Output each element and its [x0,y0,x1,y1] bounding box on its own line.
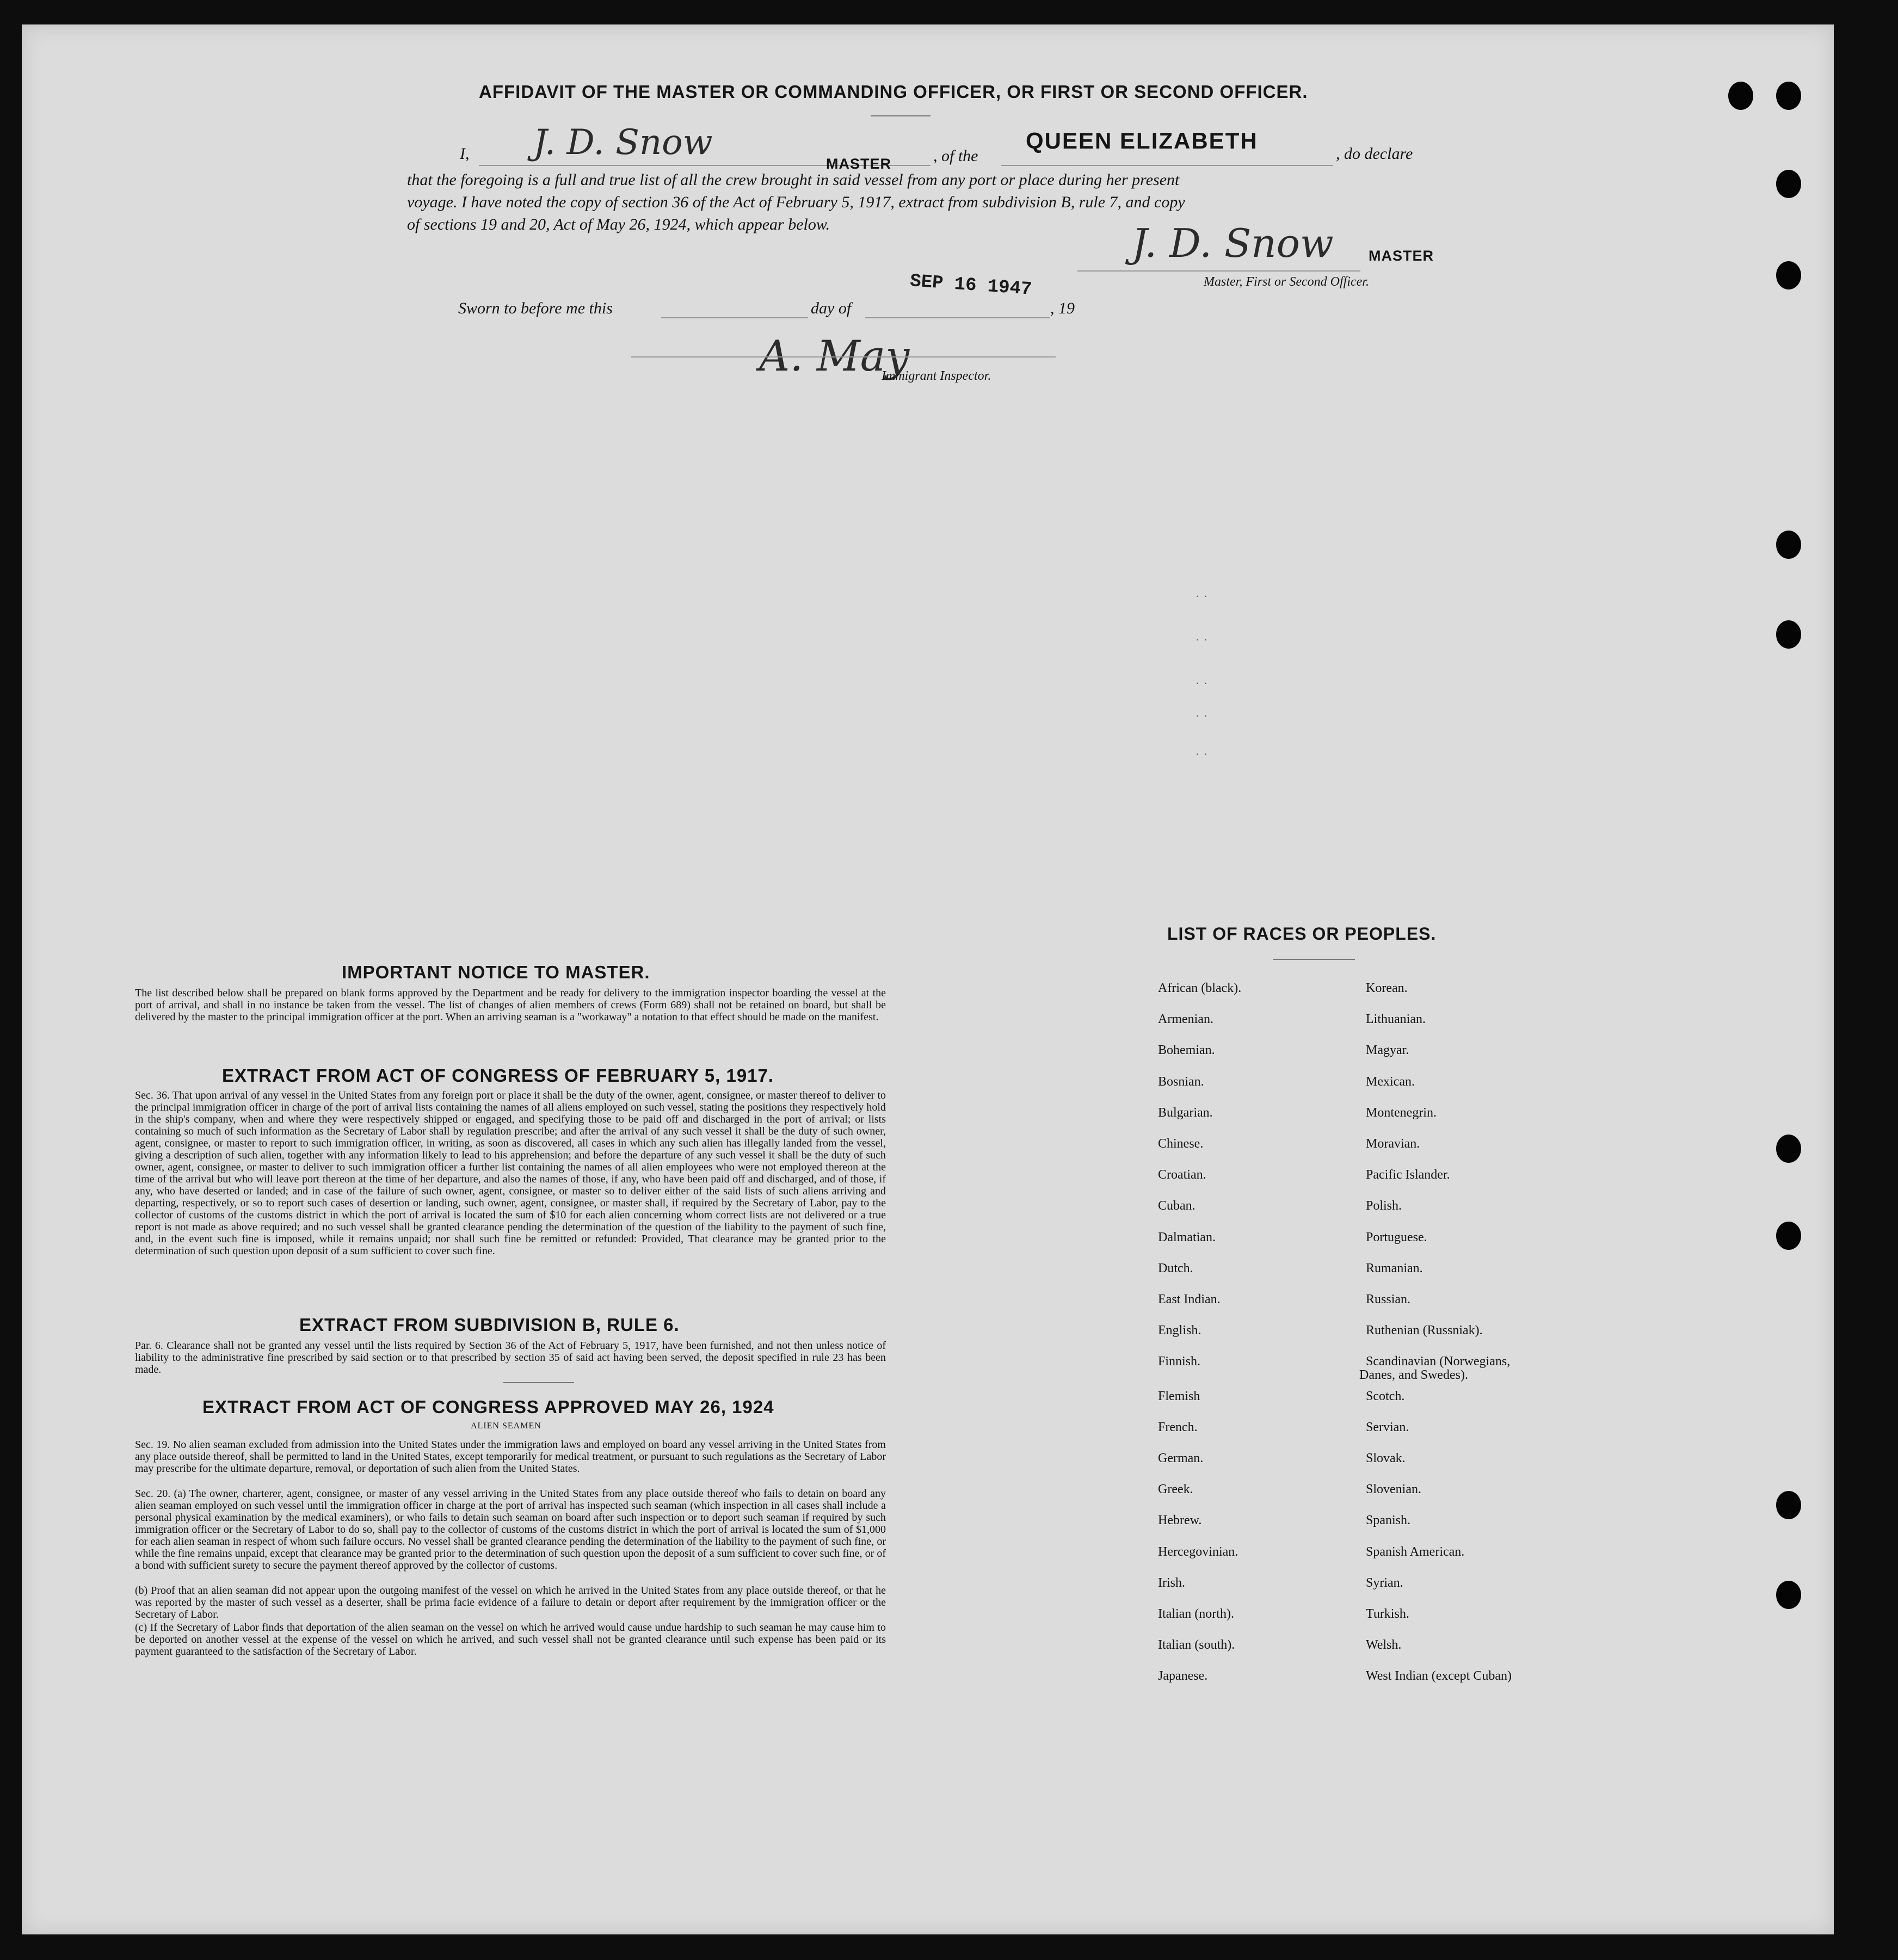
race-item: Korean. [1366,981,1408,995]
race-item: Greek. [1158,1482,1193,1497]
race-item: Spanish American. [1366,1544,1465,1559]
race-item: Spanish. [1366,1513,1411,1528]
notice-title: IMPORTANT NOTICE TO MASTER. [342,962,650,982]
race-item: African (black). [1158,981,1242,995]
race-item: Rumanian. [1366,1261,1423,1275]
officer-rank-stamp: MASTER [1369,248,1434,264]
master-signature-name: J. D. Snow [533,122,713,163]
races-title: LIST OF RACES OR PEOPLES. [1167,924,1437,944]
officer-signature-line [1077,270,1360,272]
race-item: Bosnian. [1158,1074,1204,1089]
race-item: Japanese. [1158,1669,1208,1684]
vessel-line [1001,165,1333,166]
race-item-scandinavian-continued: Danes, and Swedes). [1359,1368,1468,1382]
title-underline [871,115,930,116]
binder-hole [1776,1491,1801,1519]
race-item: Slovak. [1366,1451,1406,1465]
bleed-dot: . . [1196,631,1207,643]
race-item: Servian. [1366,1420,1409,1434]
extract-1924-sec20b: (b) Proof that an alien seaman did not appear upon the outgoing manifest of the vessel on which he arrived in the United States from any place outside thereof, or that he was reported by the master of such vessel as a deserter, shall be prima facie evidence of a failure to detain or deport after requirement by the immigration officer or the Secretary of Labor. [135,1585,886,1620]
extract-1924-sec20a: Sec. 20. (a) The owner, charterer, agent, consignee, or master of any vessel arriving in the United States from any place outside thereof who fails to detain on board any alien seaman employed on such vessel until the immigration officer in charge at the port of arrival has inspected such seaman (which inspection in all cases shall include a personal physical examination by the medical examiners), or who fails to detain such seaman on board after such inspection or to deport such seaman if required by such immigration officer or the Secretary of Labor to do so, shall pay to the collector of customs of the customs district in which the port of arrival is located the sum of $1,000 for each alien seaman in respect of whom such failure occurs. No vessel shall be granted clearance pending the determination of the liability to the payment of such fine, or while the fine remains unpaid, except that clearance may be granted prior to the determination of such question upon the deposit of a sum sufficient to cover such fine, or of a bond with sufficient surety to secure the payment thereof approved by the collector of customs. [135,1488,886,1571]
race-item: Italian (north). [1158,1607,1234,1621]
race-item: German. [1158,1451,1204,1465]
race-item: Hercegovinian. [1158,1544,1238,1559]
affidavit-title: AFFIDAVIT OF THE MASTER OR COMMANDING OFFICER, OR FIRST OR SECOND OFFICER. [479,82,1308,102]
race-item: East Indian. [1158,1292,1221,1306]
race-item: Montenegrin. [1366,1105,1437,1120]
race-item: West Indian (except Cuban) [1366,1669,1512,1684]
binder-hole [1728,82,1753,110]
notice-body: The list described below shall be prepared on blank forms approved by the Department and be ready for delivery to the immigration inspector boarding the vessel at the port of arrival, and shall in no instance be taken from the vessel. The list of changes of alien members of crews (Form 689) shall not be retained on board, but shall be delivered by the master to the principal immigration officer at the port. When an arriving seaman is a "workaway" a notation to that effect should be made on the manifest. [135,987,886,1023]
inspector-line [631,356,1056,358]
race-item: Scandinavian (Norwegians, [1366,1354,1511,1369]
year-label: , 19 [1050,299,1075,317]
race-item: Flemish [1158,1389,1200,1403]
officer-caption: Master, First or Second Officer. [1204,275,1369,289]
race-item: English. [1158,1323,1201,1338]
vessel-name-stamp: QUEEN ELIZABETH [1026,128,1258,153]
affidavit-line-3: voyage. I have noted the copy of section 36 of the Act of February 5, 1917, extract from subdivision B, rule 7, and copy [407,193,1185,211]
race-item: Turkish. [1366,1607,1409,1621]
race-item: Italian (south). [1158,1638,1235,1653]
officer-signature: J. D. Snow [1132,220,1334,266]
race-item: Bulgarian. [1158,1105,1213,1120]
race-item: Dutch. [1158,1261,1193,1275]
extract-rule6-body: Par. 6. Clearance shall not be granted any vessel until the lists required by Section 36 of the Act of February 5, 1917, have been furnished, and not then unless notice of liability to the administrative fine prescribed by said section or to that prescribed by section 35 of said act having been served, the deposit specified in rule 23 has been made. [135,1340,886,1376]
race-item: Dalmatian. [1158,1230,1216,1244]
race-item: Bohemian. [1158,1043,1215,1058]
race-item: Hebrew. [1158,1513,1202,1528]
binder-hole [1776,82,1801,110]
races-underline [1273,959,1355,960]
date-stamp: SEP 16 1947 [909,271,1033,300]
day-line [661,317,808,318]
race-item: Magyar. [1366,1043,1409,1058]
affidavit-line-2: that the foregoing is a full and true list of all the crew brought in said vessel from any port or place during her present [407,171,1180,189]
binder-hole [1776,1222,1801,1250]
binder-hole [1776,1581,1801,1609]
binder-hole [1776,620,1801,649]
bleed-dot: . . [1196,588,1207,600]
race-item: Pacific Islander. [1366,1168,1450,1182]
month-line [865,317,1050,318]
race-item: Portuguese. [1366,1230,1427,1244]
extract-1924-subtitle: ALIEN SEAMEN [471,1421,541,1431]
affidavit-line-4: of sections 19 and 20, Act of May 26, 1924, which appear below. [407,215,830,233]
master-rank-stamp: MASTER [826,156,891,172]
sworn-label: Sworn to before me this [458,299,613,317]
race-item: Polish. [1366,1199,1402,1213]
binder-hole [1776,531,1801,559]
race-item: Syrian. [1366,1575,1403,1590]
day-of-label: day of [811,299,852,317]
race-item: Irish. [1158,1575,1185,1590]
inspector-caption: Immigrant Inspector. [882,369,991,383]
race-item: Croatian. [1158,1168,1206,1182]
race-item: French. [1158,1420,1198,1434]
extract-1924-sec19: Sec. 19. No alien seaman excluded from admission into the United States under the immigration laws and employed on board any vessel arriving in the United States from any place outside thereof, shall be permitted to land in the United States, except temporarily for medical treatment, or pursuant to such regulations as the Secretary of Labor may prescribe for the ultimate departure, removal, or deportation of such alien from the United States. [135,1439,886,1475]
extract-1917-title: EXTRACT FROM ACT OF CONGRESS OF FEBRUARY 5, 1917. [222,1065,774,1086]
extract-1924-sec20c: (c) If the Secretary of Labor finds that deportation of the alien seaman on the vessel on which he arrived would cause undue hardship to such seaman he may cause him to be deported on another vessel at the expense of the vessel on which he arrived, and such vessel shall not be granted clearance until such expense has been paid or its payment guaranteed to the satisfaction of the Secretary of Labor. [135,1622,886,1657]
extract-1924-title: EXTRACT FROM ACT OF CONGRESS APPROVED MAY 26, 1924 [202,1397,774,1417]
binder-hole [1776,261,1801,289]
binder-hole [1776,170,1801,198]
race-item: Chinese. [1158,1137,1204,1151]
binder-hole [1776,1135,1801,1163]
inspector-signature: A. May [759,332,910,381]
extract-1917-body: Sec. 36. That upon arrival of any vessel in the United States from any foreign port or place it shall be the duty of the owner, agent, consignee, or master thereof to deliver to the principal immigration officer in charge of the port of arrival lists containing the names of all aliens employed on such vessel, stating the positions they respectively hold in the ship's company, when and where they were respectively shipped or engaged, and specifying those to be paid off and discharged in the port of arrival; or lists containing so much of such information as the Secretary of Labor shall by regulation prescribe; and after the arrival of any such vessel it shall be the duty of such owner, agent, consignee, or master to report to such immigration officer, in writing, as soon as discovered, all cases in which any such alien has illegally landed from the vessel, giving a description of such alien, together with any information likely to lead to his apprehension; and before the departure of any such vessel it shall be the duty of such owner, agent, consignee, or master to deliver to such immigration officer a further list containing the names of all alien employees who were not employed thereon at the time of the arrival but who will leave port thereon at the time of her departure, and also the names of those, if any, who have been paid off and discharged, and of those, if any, who have deserted or landed; and in case of the failure of such owner, agent, consignee, or master so to deliver either of the said lists of such aliens arriving and departing, respectively, or so to report such cases of desertion or landing, such owner, agent, consignee, or master shall, if required by the Secretary of Labor, pay to the collector of customs of the customs district in which the port of arrival is located the sum of $10 for each alien concerning whom correct lists are not delivered or a true report is not made as above required; and no such vessel shall be granted clearance pending the determination of the question of the liability to the payment of such fine, and, in the event such fine is imposed, while it remains unpaid; nor shall such fine be remitted or refunded: Provided, That clearance may be granted prior to the determination of such question upon deposit of a sum sufficient to cover such fine. [135,1089,886,1257]
extract-rule6-title: EXTRACT FROM SUBDIVISION B, RULE 6. [299,1315,680,1335]
race-item: Finnish. [1158,1354,1201,1369]
race-item: Welsh. [1366,1638,1402,1653]
rule6-underline [503,1382,574,1383]
of-the-label: , of the [933,147,978,165]
race-item: Russian. [1366,1292,1411,1306]
race-item: Mexican. [1366,1074,1415,1089]
bleed-dot: . . [1196,745,1207,757]
race-item: Armenian. [1158,1012,1213,1027]
race-item: Lithuanian. [1366,1012,1426,1027]
race-item: Ruthenian (Russniak). [1366,1323,1483,1338]
do-declare-label: , do declare [1336,145,1413,163]
affidavit-i-label: I, [460,145,470,163]
race-item: Moravian. [1366,1137,1420,1151]
race-item: Scotch. [1366,1389,1405,1403]
race-item: Cuban. [1158,1199,1196,1213]
bleed-dot: . . [1196,707,1207,719]
race-item: Slovenian. [1366,1482,1421,1497]
bleed-dot: . . [1196,675,1207,687]
